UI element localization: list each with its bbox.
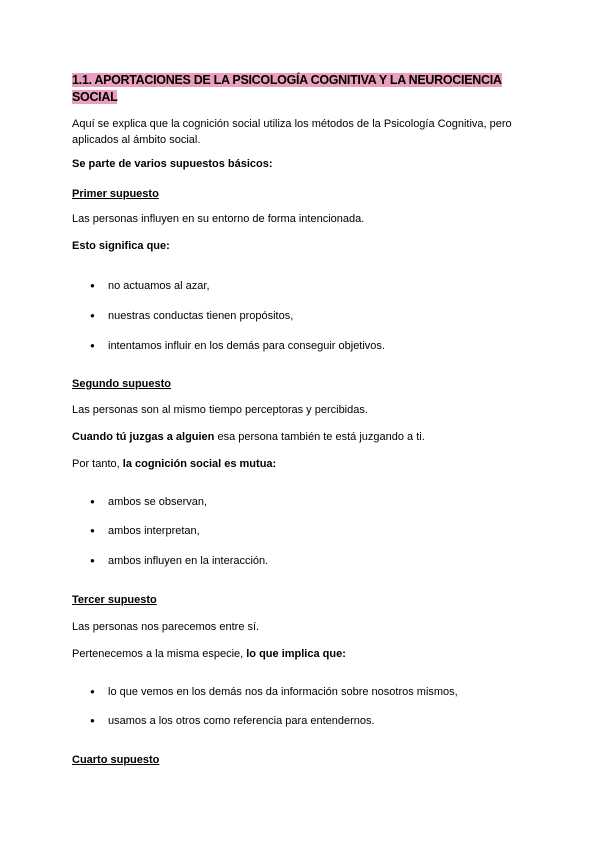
second-assumption-example: Cuando tú juzgas a alguien esa persona también te está juzgando a ti. <box>72 431 425 443</box>
bullet-icon: ● <box>90 526 95 535</box>
bullet-icon: ● <box>90 281 95 290</box>
first-assumption-text: Las personas influyen en su entorno de forma intencionada. <box>72 213 365 225</box>
list-item: ● no actuamos al azar, <box>90 280 210 292</box>
bullet-icon: ● <box>90 556 95 565</box>
second-assumption-text: Las personas son al mismo tiempo perceptoras y percibidas. <box>72 404 368 416</box>
list-item: ● ambos influyen en la interacción. <box>90 555 269 567</box>
bullet-icon: ● <box>90 497 95 506</box>
list-item: ● intentamos influir en los demás para conseguir objetivos. <box>90 340 385 352</box>
first-assumption-lead: Esto significa que: <box>72 240 170 252</box>
section-title: 1.1. APORTACIONES DE LA PSICOLOGÍA COGNITIVA Y LA NEUROCIENCIA SOCIAL <box>72 73 502 104</box>
bullet-icon: ● <box>90 687 95 696</box>
list-item: ● usamos a los otros como referencia para entendernos. <box>90 715 375 727</box>
third-assumption-text: Las personas nos parecemos entre sí. <box>72 621 260 633</box>
list-item: ● nuestras conductas tienen propósitos, <box>90 310 294 322</box>
assumptions-heading: Se parte de varios supuestos básicos: <box>72 158 273 170</box>
third-assumption-heading: Tercer supuesto <box>72 594 157 606</box>
list-item: ● lo que vemos en los demás nos da información sobre nosotros mismos, <box>90 686 458 698</box>
second-assumption-heading: Segundo supuesto <box>72 378 171 390</box>
intro-paragraph: Aquí se explica que la cognición social utiliza los métodos de la Psicología Cognitiva, pero aplicados al ámbito social. <box>72 118 512 146</box>
fourth-assumption-heading: Cuarto supuesto <box>72 754 160 766</box>
bullet-icon: ● <box>90 716 95 725</box>
bullet-icon: ● <box>90 341 95 350</box>
third-assumption-lead: Pertenecemos a la misma especie, lo que implica que: <box>72 648 346 660</box>
second-assumption-conclusion: Por tanto, la cognición social es mutua: <box>72 458 277 470</box>
list-item: ● ambos interpretan, <box>90 525 200 537</box>
first-assumption-heading: Primer supuesto <box>72 188 159 200</box>
bullet-icon: ● <box>90 311 95 320</box>
list-item: ● ambos se observan, <box>90 496 208 508</box>
